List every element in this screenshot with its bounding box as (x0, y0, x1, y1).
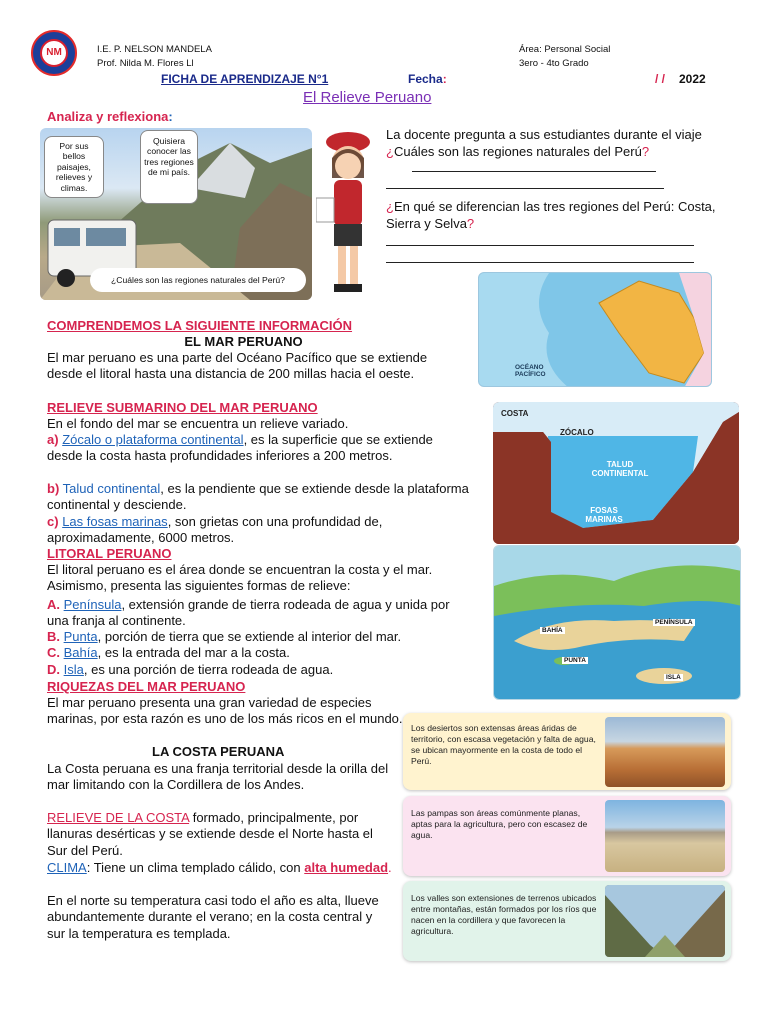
analiza-colon: : (168, 109, 173, 124)
question-2 (386, 198, 718, 232)
card-desiertos-text: Los desiertos son extensas áreas áridas de territorio, con escasa vegetación y falta de agua, se ubican mayormente en la costa de todo el Perú. (411, 723, 596, 766)
relieve-sub-intro: En el fondo del mar se encuentra un relieve variado. (47, 416, 349, 431)
valley-photo (605, 885, 725, 957)
submarine-relief-diagram (493, 402, 739, 544)
year: 2022 (679, 72, 706, 86)
litoral-heading: LITORAL PERUANO (47, 546, 172, 561)
item-a-term: Zócalo o plataforma continental (62, 432, 244, 447)
litoral-d-text: , es una porción de tierra rodeada de agua. (83, 662, 334, 677)
speech-bubble-1: Por sus bellos paisajes, relieves y climas. (44, 136, 104, 198)
relieve-costa-text: formado, principalmente, por llanuras desérticas y se extiende desde el Norte hasta el Sur del Perú. (47, 810, 373, 858)
label-fosas: FOSAS MARINAS (585, 506, 623, 524)
date-colon: : (442, 72, 447, 86)
litoral-text: El litoral peruano es el área donde se encuentran la costa y el mar. Asimismo, presenta las siguientes formas de relieve: (47, 562, 433, 594)
item-a-text: , es la superficie que se extiende desde la costa hasta profundidades inferiores a 200 metros. (47, 432, 433, 464)
grade-label: 3ero - 4to Grado (519, 58, 589, 69)
costa-relieve (47, 810, 387, 859)
litoral-item-d (47, 662, 487, 678)
page-title: El Relieve Peruano (303, 89, 432, 106)
q1-mark: ¿ (386, 144, 394, 159)
costa-heading: LA COSTA PERUANA (152, 744, 285, 759)
sheet-title: FICHA DE APRENDIZAJE N°1 (161, 72, 329, 86)
litoral-a-text: , extensión grande de tierra rodeada de agua y unida por una franja al continente. (47, 597, 450, 629)
analiza-heading-text: Analiza y reflexiona (47, 109, 169, 124)
speech-bubble-2: Quisiera conocer las tres regiones de mi país. (140, 130, 198, 204)
relieve-item-c (47, 514, 467, 547)
clima-text: : Tiene un clima templado cálido, con (86, 860, 305, 875)
question-1 (386, 126, 718, 160)
comprendemos-heading: COMPRENDEMOS LA SIGUIENTE INFORMACIÓN (47, 318, 353, 333)
riquezas-heading: RIQUEZAS DEL MAR PERUANO (47, 679, 246, 694)
litoral-d-label: D. (47, 662, 60, 677)
clima-highlight: alta humedad (304, 860, 389, 875)
costa-clima (47, 860, 392, 876)
item-c-label: c) (47, 514, 59, 529)
litoral-a-label: A. (47, 597, 60, 612)
relieve-item-a (47, 432, 469, 465)
school-logo (31, 30, 77, 76)
desert-photo (605, 717, 725, 787)
litoral-c-label: C. (47, 645, 60, 660)
teacher-name: Prof. Nilda M. Flores Ll (97, 58, 194, 69)
item-a-label: a) (47, 432, 59, 447)
litoral-c-text: , es la entrada del mar a la costa. (97, 645, 290, 660)
child-illustration (316, 128, 378, 302)
card-valles (403, 881, 731, 961)
relieve-sub-heading: RELIEVE SUBMARINO DEL MAR PERUANO (47, 400, 318, 415)
answer-line-4[interactable] (386, 262, 694, 263)
relieve-item-b (47, 481, 471, 514)
q2-mark: ¿ (386, 199, 394, 214)
logo-mark: NM (40, 39, 68, 67)
relieve-costa-label: RELIEVE DE LA COSTA (47, 810, 190, 825)
card-valles-text: Los valles son extensiones de terrenos ubicados entre montañas, están formados por los ríos que nacen en la cordillera y que favorecen la agricultura. (411, 893, 597, 936)
pampa-photo (605, 800, 725, 872)
litoral-item-b (47, 629, 487, 645)
costa-text: La Costa peruana es una franja territorial desde la orilla del mar limitando con la Cordillera de los Andes. (47, 761, 389, 793)
analiza-heading (47, 109, 173, 124)
q1-end: ? (641, 144, 650, 159)
mar-heading: EL MAR PERUANO (184, 334, 303, 349)
date-slashes: / / (655, 72, 666, 86)
school-name: I.E. P. NELSON MANDELA (97, 44, 212, 55)
label-costa: COSTA (501, 409, 529, 418)
item-c-term: Las fosas marinas (62, 514, 168, 529)
litoral-d-term: Isla (63, 662, 84, 677)
answer-line-3[interactable] (386, 245, 694, 246)
litoral-b-label: B. (47, 629, 60, 644)
peru-map-image (478, 272, 712, 387)
card-desiertos (403, 713, 731, 790)
litoral-c-term: Bahía (63, 645, 98, 660)
item-b-term: Talud continental (62, 481, 161, 496)
answer-line-2[interactable] (386, 188, 664, 189)
litoral-a-term: Península (63, 597, 122, 612)
mar-text: El mar peruano es una parte del Océano Pacífico que se extiende desde el litoral hasta una distancia de 200 millas hacia el oeste. (47, 350, 428, 382)
answer-line-1[interactable] (412, 171, 656, 172)
label-peninsula: PENÍNSULA (655, 619, 693, 626)
label-zocalo: ZÓCALO (560, 428, 594, 437)
litoral-item-a (47, 597, 471, 630)
card-pampas (403, 796, 731, 876)
ocean-label: OCÉANO PACÍFICO (515, 364, 546, 378)
litoral-b-text: , porción de tierra que se extiende al interior del mar. (97, 629, 402, 644)
label-punta: PUNTA (564, 657, 586, 664)
q1-text: La docente pregunta a sus estudiantes durante el viaje (386, 127, 702, 142)
item-c-text: , son grietas con una profundidad de, aproximadamente, 6000 metros. (47, 514, 383, 546)
item-b-text: , es la pendiente que se extiende desde la plataforma continental y desciende. (47, 481, 469, 513)
clima-end: . (388, 860, 392, 875)
coastal-relief-image (493, 545, 741, 700)
label-isla: ISLA (666, 674, 681, 681)
q2-end: ? (466, 216, 475, 231)
costa-temperature: En el norte su temperatura casi todo el año es alta, llueve abundantemente durante el verano; en la costa central y sur la temperatura es templada. (47, 893, 379, 941)
riquezas-text: El mar peruano presenta una gran variedad de especies marinas, por esta razón es uno de los más ricos en el mundo. (47, 695, 403, 727)
date-field (408, 72, 447, 86)
scene-caption: ¿Cuáles son las regiones naturales del Perú? (90, 268, 306, 292)
card-pampas-text: Las pampas son áreas comúnmente planas, aptas para la agricultura, pero con escasez de agua. (411, 808, 588, 840)
litoral-b-term: Punta (63, 629, 98, 644)
label-talud: TALUD CONTINENTAL (591, 460, 649, 478)
q2-text: En qué se diferencian las tres regiones del Perú: Costa, Sierra y Selva (386, 199, 716, 231)
item-b-label: b) (47, 481, 60, 496)
litoral-item-c (47, 645, 487, 661)
date-label: Fecha (408, 72, 443, 86)
label-bahia: BAHÍA (542, 627, 563, 634)
area-label: Área: Personal Social (519, 44, 611, 55)
clima-label: CLIMA (47, 860, 87, 875)
travel-scene-image (40, 128, 312, 300)
q1-rest: Cuáles son las regiones naturales del Perú (393, 144, 642, 159)
